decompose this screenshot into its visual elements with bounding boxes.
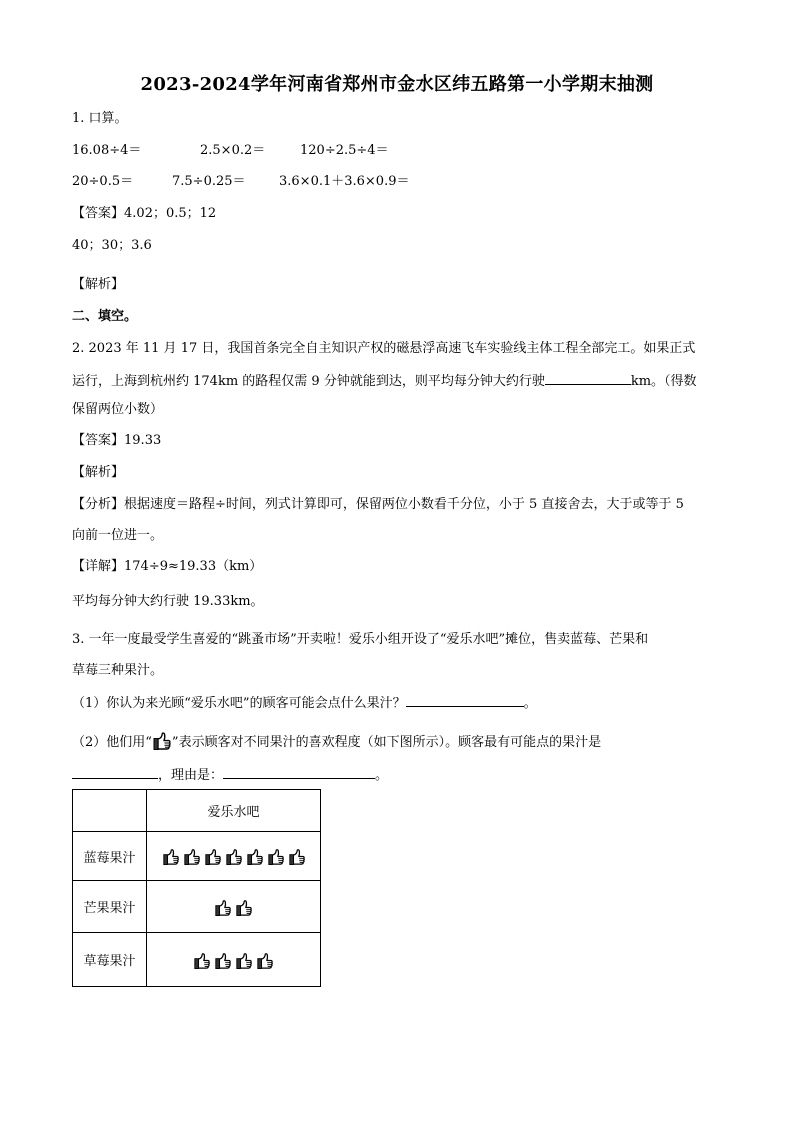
detail-text: 174÷9≈19.33（km）	[124, 559, 263, 574]
thumbs-up-icon	[162, 845, 180, 867]
page-title: 2023-2024学年河南省郑州市金水区纬五路第一小学期末抽测	[140, 74, 654, 95]
calc-item: 2.5×0.2＝	[200, 143, 266, 158]
calc-item: 7.5÷0.25＝	[172, 174, 246, 189]
q2-line-2	[72, 370, 697, 392]
answer-blank[interactable]	[223, 764, 375, 779]
thumbs-up-icon	[214, 949, 232, 971]
thumbs-up-icon	[152, 728, 172, 752]
q3-sub-1	[72, 692, 537, 714]
likes-cell	[147, 832, 321, 881]
thumbs-up-icon	[235, 949, 253, 971]
answer-blank[interactable]	[72, 764, 158, 779]
q2-answer	[72, 431, 161, 451]
likes-cell	[147, 933, 321, 987]
q2-detail	[72, 557, 262, 577]
answer-tag: 【答案】	[72, 433, 125, 448]
table-header: 爱乐水吧	[147, 790, 321, 832]
q3-sub1-text: （1）你认为来光顾“爱乐水吧”的顾客可能会点什么果汁？	[72, 696, 406, 711]
q2-line-3: 保留两位小数）	[72, 402, 164, 417]
fenxi-text: 根据速度＝路程÷时间，列式计算即可，保留两位小数看千分位，小于 5 直接舍去，大于或等于 5	[124, 497, 684, 512]
answer-blank[interactable]	[406, 692, 524, 707]
q2-analysis-tag: 【解析】	[72, 465, 125, 480]
answer-tag: 【答案】	[72, 206, 125, 221]
thumbs-up-icon	[288, 845, 306, 867]
juice-label: 蓝莓果汁	[73, 832, 147, 881]
thumbs-up-icon	[214, 896, 232, 918]
q1-answer-line-2: 40；30；3.6	[72, 238, 152, 253]
juice-label: 芒果果汁	[73, 881, 147, 933]
juice-label: 草莓果汁	[73, 933, 147, 987]
q3-sub2-text: ，理由是：	[158, 768, 224, 783]
answer-blank[interactable]	[545, 370, 631, 385]
table-row	[73, 832, 321, 881]
thumbs-up-icon	[193, 949, 211, 971]
likes-group	[147, 896, 320, 918]
preference-table	[72, 789, 321, 987]
likes-group	[147, 845, 320, 867]
q2-fenxi-line-2: 向前一位进一。	[72, 528, 164, 543]
q1-heading: 1. 口算。	[72, 111, 128, 126]
q2-text: km。（得数	[630, 374, 697, 389]
table-corner-cell	[73, 790, 147, 832]
thumbs-up-icon	[225, 845, 243, 867]
q1-analysis-tag: 【解析】	[72, 277, 125, 292]
calc-item: 16.08÷4＝	[72, 143, 142, 158]
q1-answer	[72, 204, 216, 224]
answer-text: 4.02；0.5；12	[124, 206, 217, 221]
q2-conclusion: 平均每分钟大约行驶 19.33km。	[72, 594, 264, 609]
q2-line-1: 2. 2023 年 11 月 17 日，我国首条完全自主知识产权的磁悬浮高速飞车实验线主体工程全部完工。如果正式	[72, 341, 696, 356]
q3-sub-2-line-2	[72, 764, 388, 786]
section-heading: 二、填空。	[72, 309, 138, 324]
table-row	[73, 933, 321, 987]
calc-item: 20÷0.5＝	[72, 174, 134, 189]
q1-row-1	[72, 141, 389, 161]
q2-text: 运行，上海到杭州约 174km 的路程仅需 9 分钟就能到达，则平均每分钟大约行驶	[72, 374, 545, 389]
thumbs-up-icon	[256, 949, 274, 971]
thumbs-up-icon	[246, 845, 264, 867]
answer-text: 19.33	[124, 433, 162, 448]
likes-cell	[147, 881, 321, 933]
thumbs-up-icon	[204, 845, 222, 867]
thumbs-up-icon	[267, 845, 285, 867]
calc-item: 3.6×0.1＋3.6×0.9＝	[279, 174, 410, 189]
q3-sub1-end: 。	[523, 696, 537, 711]
q3-sub2-text: （2）他们用“	[72, 735, 152, 750]
thumbs-up-icon	[183, 845, 201, 867]
q3-sub2-text: ”表示顾客对不同果汁的喜欢程度（如下图所示）。顾客最有可能点的果汁是	[171, 735, 602, 750]
q3-line-2: 草莓三种果汁。	[72, 663, 164, 678]
table-row	[73, 881, 321, 933]
table-header-row	[73, 790, 321, 832]
calc-item: 120÷2.5÷4＝	[300, 143, 389, 158]
q3-sub-2	[72, 728, 601, 753]
q1-row-2	[72, 172, 409, 192]
q3-sub2-end: 。	[375, 768, 389, 783]
likes-group	[147, 949, 320, 971]
thumbs-up-icon	[235, 896, 253, 918]
detail-tag: 【详解】	[72, 559, 125, 574]
fenxi-tag: 【分析】	[72, 497, 125, 512]
q2-fenxi-line-1	[72, 495, 684, 515]
q3-line-1: 3. 一年一度最受学生喜爱的“跳蚤市场”开卖啦！爱乐小组开设了“爱乐水吧”摊位，售卖蓝莓、芒果和	[72, 632, 649, 647]
